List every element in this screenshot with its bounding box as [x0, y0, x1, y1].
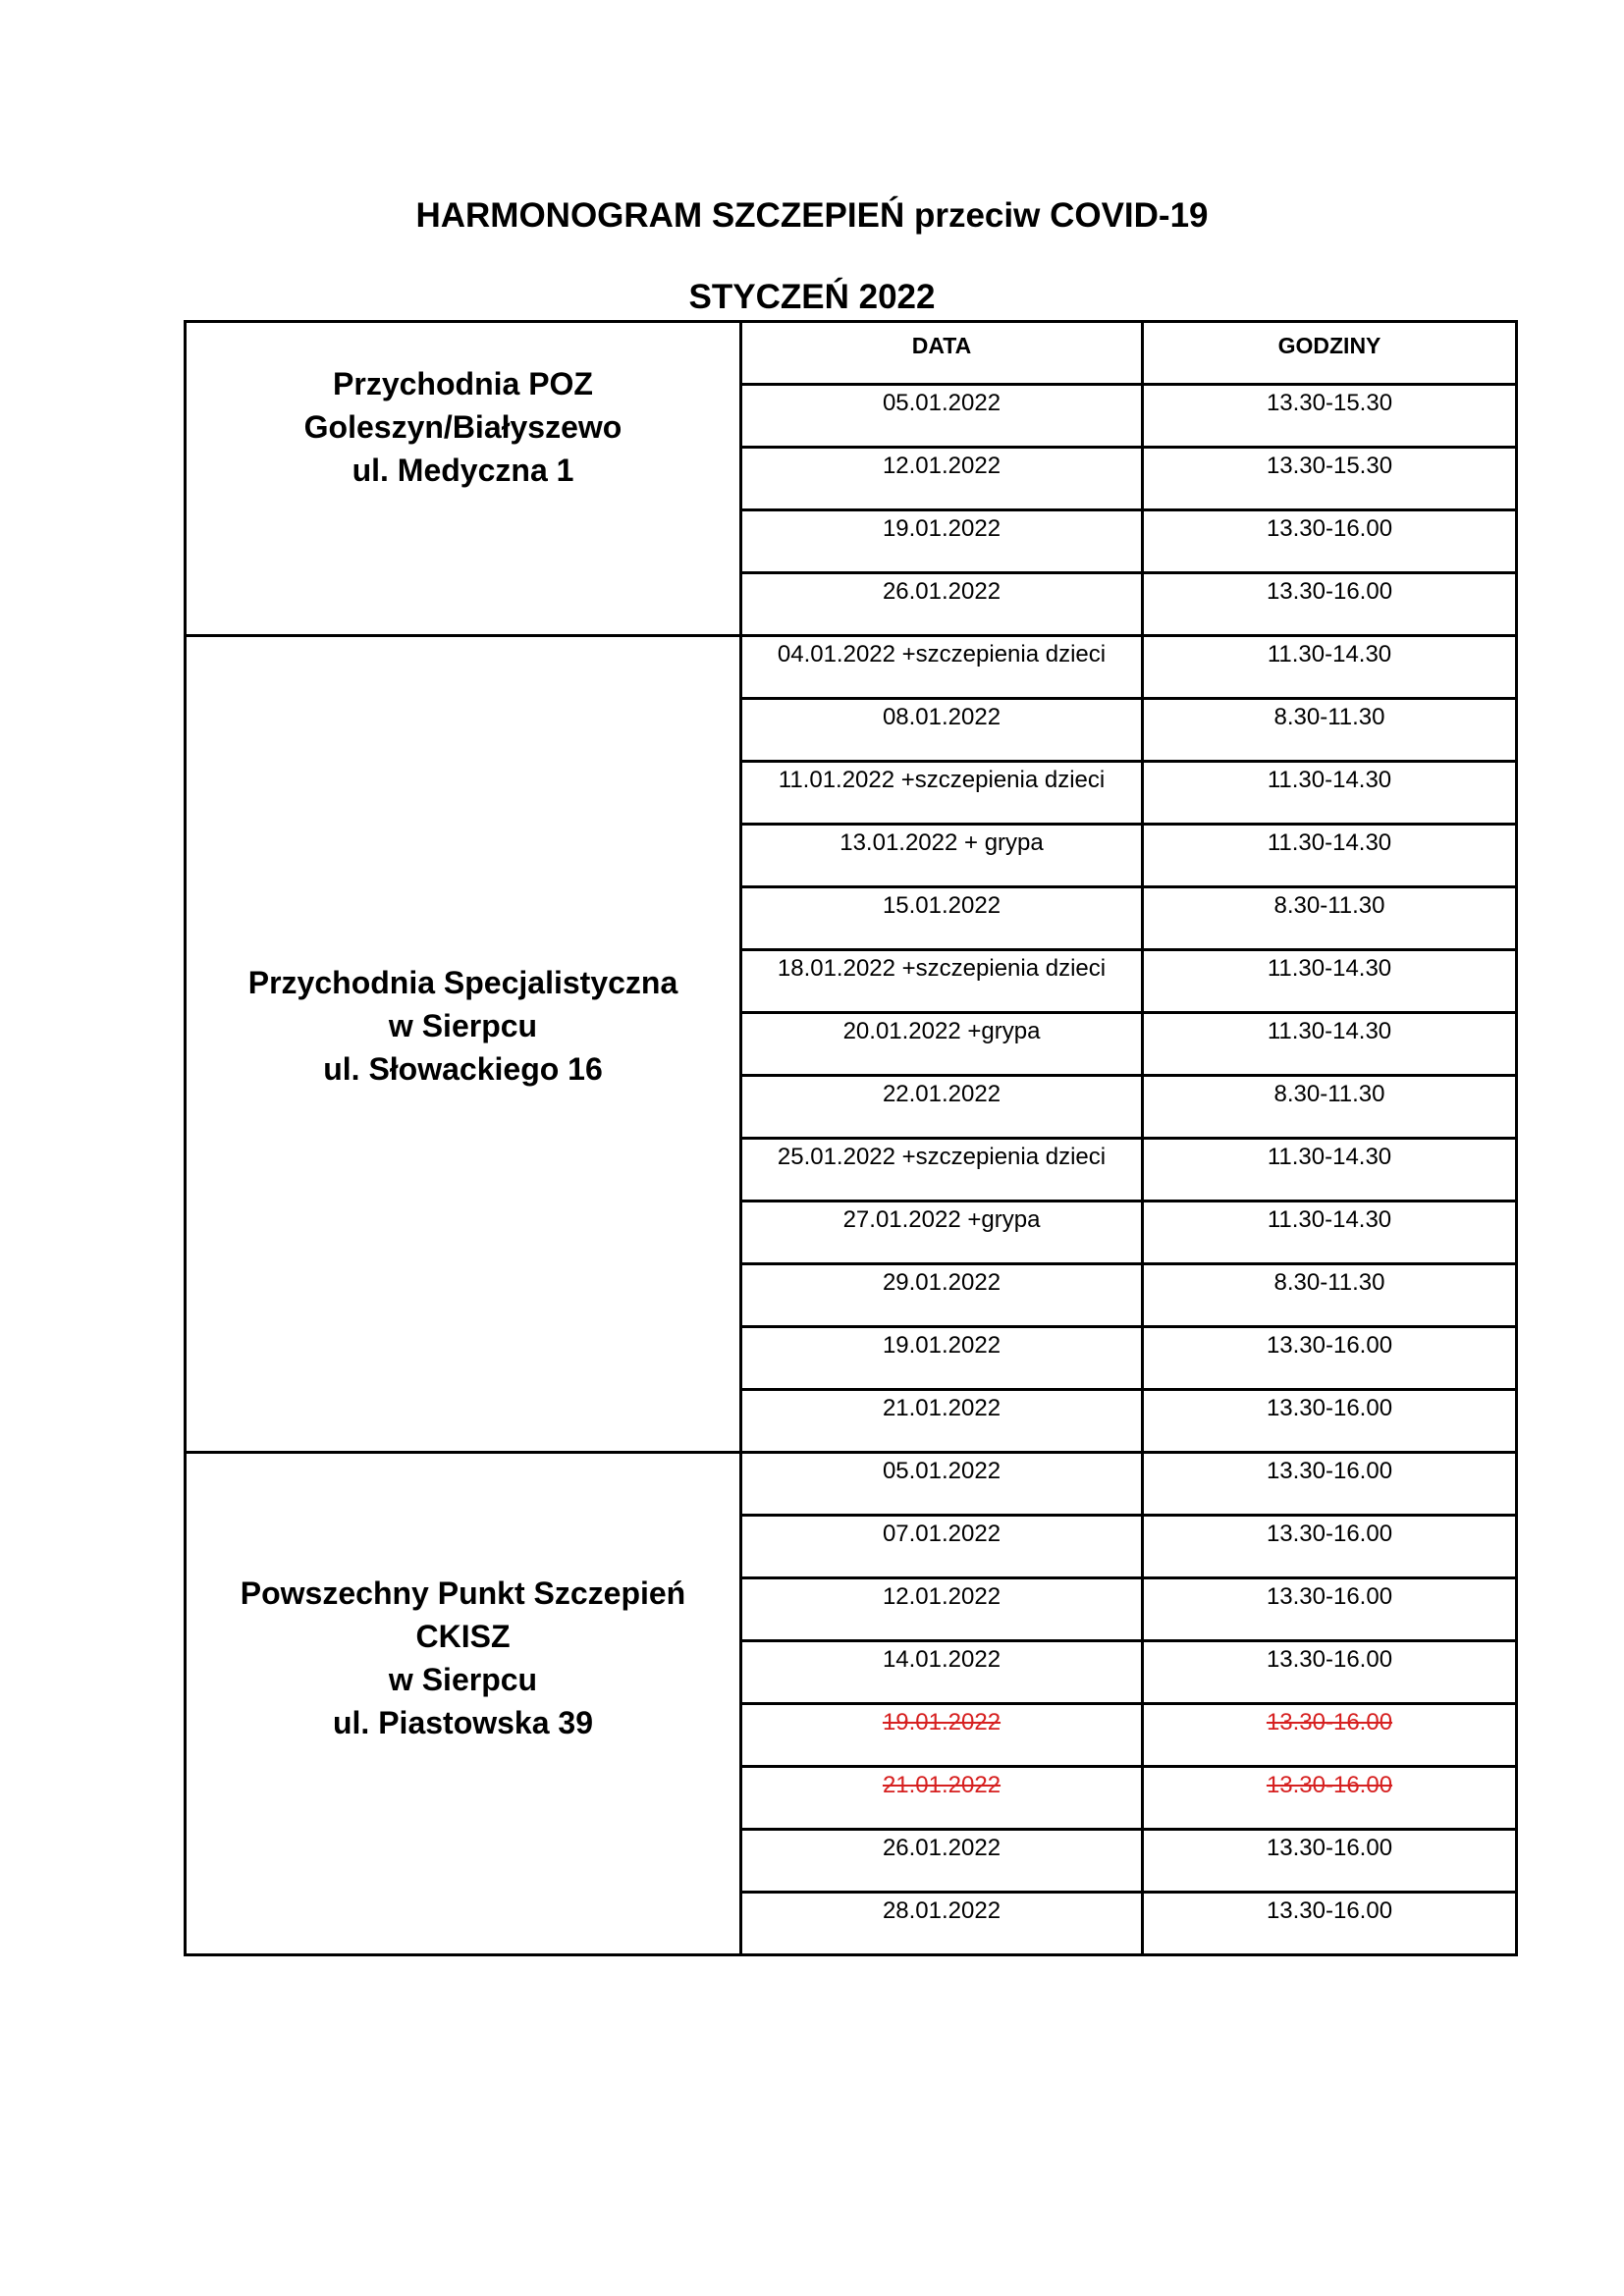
- hours-value: 13.30-16.00: [1266, 1394, 1393, 1421]
- date-value: 18.01.2022 +szczepienia dzieci: [777, 954, 1107, 982]
- hours-cell: [1143, 1893, 1517, 1955]
- table-row: [186, 636, 1517, 699]
- date-cell: [741, 573, 1143, 636]
- date-value: 26.01.2022: [882, 577, 1001, 605]
- hours-cell: [1143, 1641, 1517, 1704]
- vaccination-schedule-table: [184, 320, 1518, 1956]
- hours-value: 11.30-14.30: [1267, 1017, 1392, 1044]
- date-value: 26.01.2022: [882, 1834, 1001, 1861]
- hours-cell: [1143, 448, 1517, 510]
- location-line: ul. Piastowska 39: [332, 1705, 593, 1740]
- location-line: Przychodnia Specjalistyczna: [247, 965, 678, 1000]
- hours-cell: [1143, 699, 1517, 762]
- location-line: Goleszyn/Białyszewo: [303, 409, 623, 445]
- date-value: 27.01.2022 +grypa: [842, 1205, 1041, 1233]
- hours-cell: [1143, 762, 1517, 825]
- hours-value: 11.30-14.30: [1267, 1205, 1392, 1233]
- date-value: 22.01.2022: [882, 1080, 1001, 1107]
- hours-value: 8.30-11.30: [1273, 1268, 1385, 1296]
- date-cell: [741, 1327, 1143, 1390]
- hours-cell: [1143, 1767, 1517, 1830]
- hours-cell: [1143, 1139, 1517, 1201]
- date-cell: [741, 950, 1143, 1013]
- hours-cell: [1143, 1201, 1517, 1264]
- date-value: 05.01.2022: [882, 1457, 1001, 1484]
- date-value: 04.01.2022 +szczepienia dzieci: [777, 640, 1107, 667]
- hours-cell: [1143, 1076, 1517, 1139]
- hours-value: 11.30-14.30: [1267, 954, 1392, 982]
- date-cell: [741, 1453, 1143, 1516]
- hours-value: 13.30-16.00: [1266, 1771, 1393, 1798]
- location-line: w Sierpcu: [388, 1008, 538, 1043]
- date-value: 20.01.2022 +grypa: [842, 1017, 1041, 1044]
- date-value: 05.01.2022: [882, 389, 1001, 416]
- date-value: 19.01.2022: [882, 1331, 1001, 1359]
- location-line: w Sierpcu: [388, 1662, 538, 1697]
- hours-value: 13.30-16.00: [1266, 1582, 1393, 1610]
- hours-value: 13.30-16.00: [1266, 514, 1393, 542]
- location-line: CKISZ: [415, 1619, 511, 1654]
- date-cell: [741, 887, 1143, 950]
- date-cell: [741, 1201, 1143, 1264]
- date-cell: [741, 1076, 1143, 1139]
- hours-cell: [1143, 950, 1517, 1013]
- date-value: 19.01.2022: [882, 514, 1001, 542]
- date-cell: [741, 1390, 1143, 1453]
- date-cell: [741, 1767, 1143, 1830]
- date-cell: [741, 1578, 1143, 1641]
- hours-value: 11.30-14.30: [1267, 640, 1392, 667]
- hours-value: 11.30-14.30: [1267, 766, 1392, 793]
- hours-value: 13.30-16.00: [1266, 1645, 1393, 1673]
- location-line: ul. Medyczna 1: [352, 453, 574, 488]
- date-value: 14.01.2022: [882, 1645, 1001, 1673]
- date-value: 12.01.2022: [882, 452, 1001, 479]
- hours-cell: [1143, 1013, 1517, 1076]
- column-header-date: DATA: [741, 322, 1143, 385]
- location-line: ul. Słowackiego 16: [323, 1051, 603, 1087]
- date-value: 12.01.2022: [882, 1582, 1001, 1610]
- page-title: HARMONOGRAM SZCZEPIEŃ przeciw COVID-19: [415, 196, 1209, 235]
- hours-cell: [1143, 1390, 1517, 1453]
- hours-cell: [1143, 825, 1517, 887]
- column-header-hours: GODZINY: [1143, 322, 1517, 385]
- location-line: Przychodnia POZ: [333, 366, 593, 401]
- date-cell: [741, 825, 1143, 887]
- location-line: Powszechny Punkt Szczepień: [240, 1575, 686, 1611]
- date-value: 21.01.2022: [882, 1771, 1001, 1798]
- hours-value: 11.30-14.30: [1267, 1143, 1392, 1170]
- location-cell: [186, 636, 741, 1453]
- date-cell: [741, 636, 1143, 699]
- date-cell: [741, 1704, 1143, 1767]
- hours-cell: [1143, 887, 1517, 950]
- hours-cell: [1143, 1453, 1517, 1516]
- hours-value: 13.30-16.00: [1266, 1457, 1393, 1484]
- date-value: 21.01.2022: [882, 1394, 1001, 1421]
- date-cell: [741, 762, 1143, 825]
- hours-cell: [1143, 573, 1517, 636]
- hours-value: 13.30-16.00: [1266, 1834, 1393, 1861]
- location-cell: [186, 322, 741, 636]
- hours-value: 8.30-11.30: [1273, 891, 1385, 919]
- hours-cell: [1143, 1578, 1517, 1641]
- hours-value: 13.30-16.00: [1266, 1331, 1393, 1359]
- date-cell: [741, 1893, 1143, 1955]
- hours-cell: [1143, 1327, 1517, 1390]
- location-cell: [186, 1453, 741, 1955]
- table-row: [186, 1453, 1517, 1516]
- hours-value: 8.30-11.30: [1273, 703, 1385, 730]
- date-value: 13.01.2022 + grypa: [839, 828, 1044, 856]
- date-cell: [741, 1830, 1143, 1893]
- date-cell: [741, 510, 1143, 573]
- hours-cell: [1143, 1516, 1517, 1578]
- hours-value: 13.30-16.00: [1266, 1896, 1393, 1924]
- month-title: STYCZEŃ 2022: [688, 278, 936, 316]
- hours-value: 11.30-14.30: [1267, 828, 1392, 856]
- date-value: 19.01.2022: [882, 1708, 1001, 1735]
- date-value: 15.01.2022: [882, 891, 1001, 919]
- hours-value: 13.30-16.00: [1266, 1520, 1393, 1547]
- date-cell: [741, 699, 1143, 762]
- date-cell: [741, 385, 1143, 448]
- date-value: 11.01.2022 +szczepienia dzieci: [778, 766, 1106, 793]
- date-value: 25.01.2022 +szczepienia dzieci: [777, 1143, 1107, 1170]
- hours-value: 13.30-16.00: [1266, 577, 1393, 605]
- hours-value: 13.30-15.30: [1266, 389, 1393, 416]
- hours-cell: [1143, 636, 1517, 699]
- hours-value: 8.30-11.30: [1273, 1080, 1385, 1107]
- hours-cell: [1143, 1704, 1517, 1767]
- date-cell: [741, 1516, 1143, 1578]
- date-cell: [741, 448, 1143, 510]
- date-value: 28.01.2022: [882, 1896, 1001, 1924]
- date-cell: [741, 1641, 1143, 1704]
- date-value: 08.01.2022: [882, 703, 1001, 730]
- hours-value: 13.30-15.30: [1266, 452, 1393, 479]
- hours-value: 13.30-16.00: [1266, 1708, 1393, 1735]
- hours-cell: [1143, 385, 1517, 448]
- hours-cell: [1143, 1830, 1517, 1893]
- date-cell: [741, 1013, 1143, 1076]
- header-row: [186, 322, 1517, 385]
- date-value: 07.01.2022: [882, 1520, 1001, 1547]
- hours-cell: [1143, 1264, 1517, 1327]
- date-value: 29.01.2022: [882, 1268, 1001, 1296]
- schedule-body: [186, 322, 1517, 1955]
- hours-cell: [1143, 510, 1517, 573]
- date-cell: [741, 1139, 1143, 1201]
- date-cell: [741, 1264, 1143, 1327]
